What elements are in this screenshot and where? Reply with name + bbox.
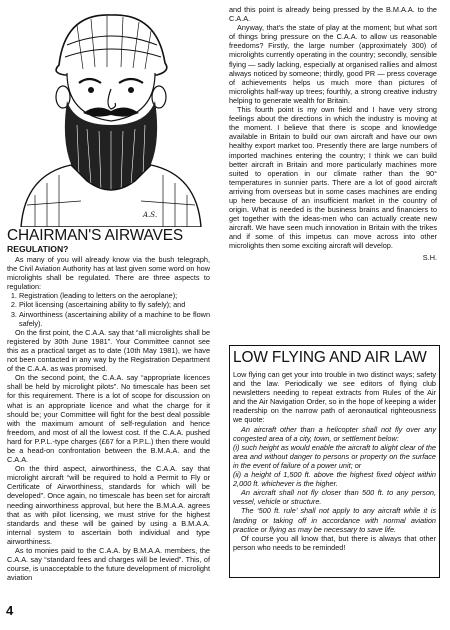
right-column bbox=[229, 5, 437, 262]
chairman-continued-para: and this point is already being pressed by the B.M.A.A. to the C.A.A. bbox=[229, 5, 437, 24]
chairman-para: As to monies paid to the C.A.A. by B.M.A.A. members, the C.A.A. say “standard fees and charges will be levied”. This, of course, is unacceptable to the future development of microlight aviation bbox=[7, 546, 210, 583]
regulation-list bbox=[7, 291, 210, 327]
air-law-rule: (ii) a height of 1,500 ft. above the highest fixed object within 2,000 ft. whichever is the higher. bbox=[233, 470, 436, 489]
chairman-continued-para: Anyway, that's the state of play at the moment; but what sort of things bring pressure on the C.A.A. to allow us reasonable freedoms? Firstly, the large number (approximately 300) of microlights currently operating in the country; secondly, sensible flying — sadly lacking, especially at organised rallies and almost always noticed by someone; thirdly, good PR — press coverage of achievements helps us much more than pictures of microlights half-way up trees; fourthly, a strong creative industry helping to generate wealth for Britain. bbox=[229, 23, 437, 105]
chairman-continued-para: This fourth point is my own field and I have very strong feelings about the directions in which the industry is moving at the moment. I believe that there is scope and knowledge available in Britain to build our own aircraft and have our own healthy export market too. Presently there are large numbers of imported machines entering the country; I think we can build better aircraft in Britain and more particularly machines more suited to operation in our climate rather than the 90° temperatures in sunnier parts. There are a lot of good aircraft arriving from overseas but in some cases machines are ending up here because of an insufficient market in the country of origin. What is needed is the business brains and financiers to get together with the ideas-men who can actually create new aircraft. We have seen much innovation in Britain with the trikes and if some of this impetus can move across into other microlights then some exciting aircraft will develop. bbox=[229, 105, 437, 251]
air-law-rule: The ‘500 ft. rule’ shall not apply to any aircraft while it is landing or taking off in accordance with normal aviation practice or flying as may be necessary to save life. bbox=[233, 506, 436, 534]
regulation-item: 3. Airworthiness (ascertaining ability of a machine to be flown safely). bbox=[19, 310, 210, 328]
air-law-rule: An aircraft other than a helicopter shall not fly over any congested area of a city, town, or settlement below: bbox=[233, 424, 436, 443]
regulation-item: 2. Pilot licensing (ascertaining ability to fly safely); and bbox=[19, 300, 210, 309]
low-flying-article bbox=[229, 345, 440, 578]
chairman-para: On the second point, the C.A.A. say “appropriate licences shall be held by microlight pilots”. No timescale has been set for this requirement. There is a lot of scope for discussion on what is an appropriate licence and what the charge for it should be; your Committee will fight for the best deal possible with the maximum amount of self-regulation and hence freedom, and most of all the lowest cost. If the C.A.A. pushed hard for P.P.L.-type charges (£67 for a P.P.L.) then there would be a head-on confrontation between the B.M.A.A. and the C.A.A. bbox=[7, 373, 210, 465]
low-flying-closing: Of course you all know that, but there is always that other person who needs to be reminded! bbox=[233, 533, 436, 552]
chairman-para: On the first point, the C.A.A. say that “all microlights shall be registered by 30th June 1981”. Your Committee cannot see this as a practical target as to date (10th May 1981), we have not been contacted in any way by the Registration Department of the C.A.A. as was promised. bbox=[7, 327, 210, 374]
chairman-title: CHAIRMAN'S AIRWAVES bbox=[7, 227, 184, 244]
left-column bbox=[7, 5, 210, 582]
regulation-item: 1. Registration (leading to letters on the aeroplane); bbox=[19, 291, 210, 300]
chairman-subtitle: REGULATION? bbox=[7, 244, 69, 254]
air-law-rule: (i) such height as would enable the aircraft to alight clear of the area and without danger to persons or property on the surface in the event of failure of a power unit; or bbox=[233, 442, 436, 470]
low-flying-title: LOW FLYING AND AIR LAW bbox=[233, 349, 427, 366]
chairman-cartoon bbox=[7, 5, 210, 227]
low-flying-intro: Low flying can get your into trouble in two distinct ways; safety and the law. Periodically we see editors of flying club newsletters needing to repeat extracts from Rules of the Air and the Air Navigation Order, so in the hope of keeping a wider readership on the narrow path of aeronautical righteousness we quote: bbox=[233, 370, 436, 425]
page-number: 4 bbox=[6, 603, 14, 618]
bearded-man-illustration bbox=[7, 5, 210, 227]
chairman-signoff: S.H. bbox=[422, 252, 437, 262]
cartoon-signature: A.S. bbox=[143, 211, 158, 219]
chairman-para: As many of you will already know via the bush telegraph, the Civil Aviation Authority has at last given some word on how microlights shall be regulated. There are three aspects to regulation: bbox=[7, 255, 210, 292]
chairman-para: On the third aspect, airworthiness, the C.A.A. say that microlight aircraft “will be required to hold a Permit to Fly or Certificate of Airworthiness, standards for which will be developed”. Once again, no timescale has been set for aircraft needing airworthiness approval, but here the B.M.A.A. agrees that as with pilot licensing, we must strive for the highest standards and these will be gained by using a B.M.A.A. internal system to ascertain both individual and type airworthiness. bbox=[7, 464, 210, 546]
air-law-rule: An aircraft shall not fly closer than 500 ft. to any person, vessel, vehicle or structure. bbox=[233, 488, 436, 507]
